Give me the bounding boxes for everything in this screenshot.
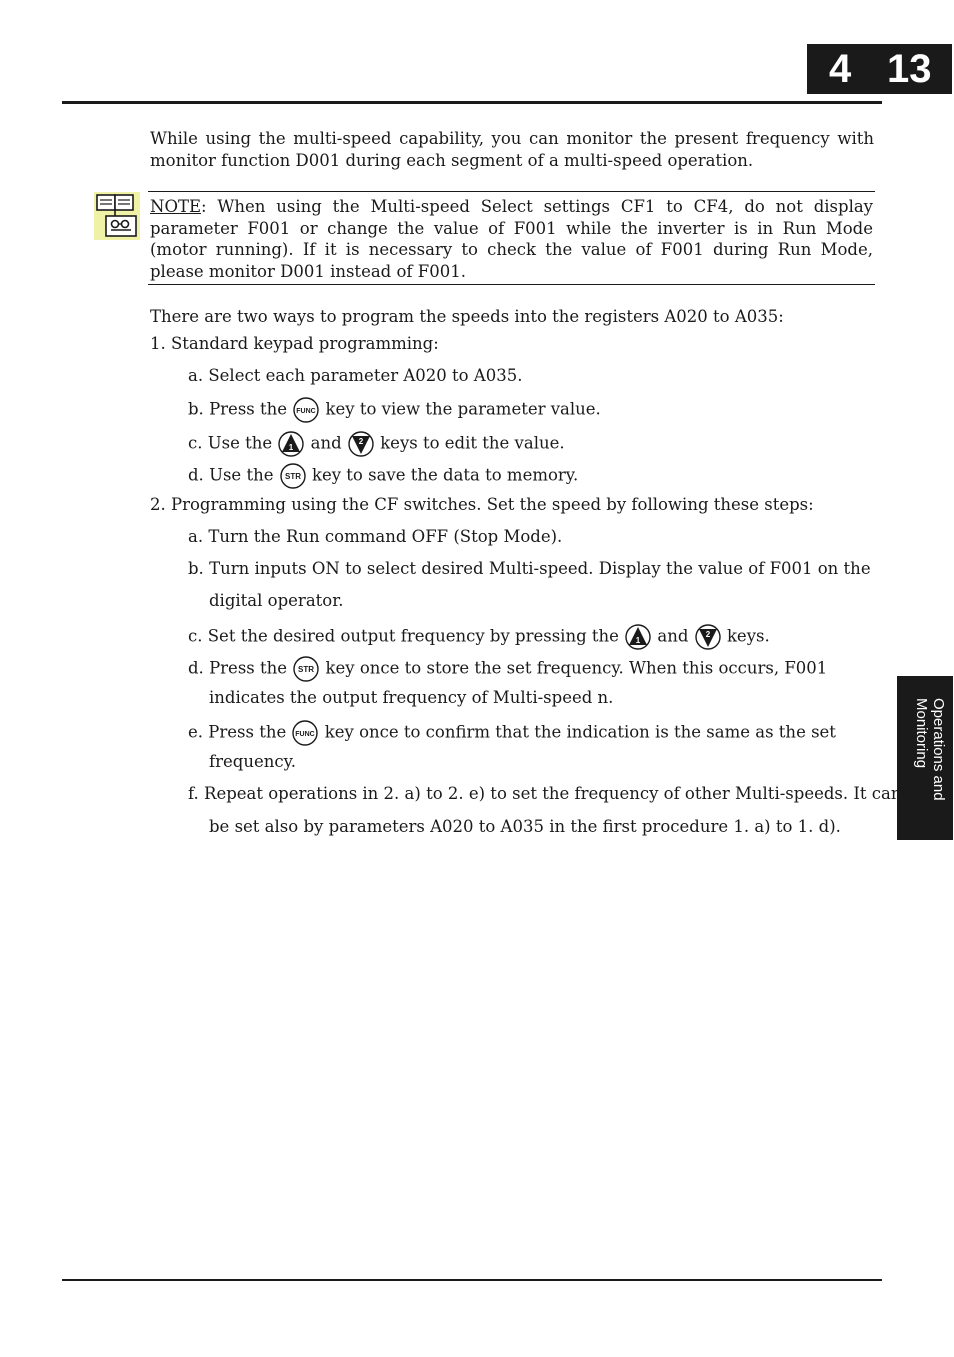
up-key-label: 1	[635, 636, 641, 645]
list-item-2f	[188, 783, 901, 805]
list-item-2	[150, 494, 814, 516]
chapter-number: 4	[829, 47, 852, 91]
list-item-2b	[188, 558, 871, 580]
str-key-label: STR	[298, 665, 315, 674]
func-key-label: FUNC	[295, 731, 316, 738]
item-text: Programming using the CF switches. Set the speed by following these steps:	[171, 495, 814, 514]
note-label: NOTE	[150, 197, 202, 216]
item-letter: d.	[188, 465, 204, 485]
list-item-2e	[188, 719, 836, 747]
item-number: 2.	[150, 495, 166, 514]
item-letter: b.	[188, 559, 204, 578]
item-text: Select each parameter A020 to A035.	[208, 366, 523, 385]
up-key-label: 1	[289, 443, 294, 452]
list-item-2d	[188, 655, 827, 683]
list-item-1c	[188, 430, 565, 458]
item-text-post: key to view the parameter value.	[325, 399, 601, 419]
item-letter: a.	[188, 366, 204, 385]
item-letter: c.	[188, 433, 203, 453]
page-number-badge	[807, 44, 952, 94]
list-item-1d	[188, 462, 578, 490]
list-item-1b	[188, 397, 601, 423]
item-text-mid: and	[310, 433, 342, 453]
item-text-mid: and	[657, 626, 689, 646]
note-body: : When using the Multi-speed Select settings CF1 to CF4, do not display parameter F001 or change the value of F001 while the inverter is in Run Mode (motor running). If it is necessary to check the value of F001 during Run Mode, please monitor D001 instead of F001.	[150, 197, 873, 281]
item-letter: e.	[188, 722, 204, 742]
item-number: 1.	[150, 334, 166, 353]
item-text-post: keys.	[726, 626, 770, 646]
item-letter: a.	[188, 527, 204, 546]
func-key-label: FUNC	[296, 408, 317, 415]
item-letter: c.	[188, 626, 203, 646]
list-item-2d-cont: indicates the output frequency of Multi-speed n.	[209, 688, 614, 707]
str-key-icon	[279, 462, 307, 490]
note-text	[150, 196, 873, 282]
note-box	[148, 191, 875, 285]
item-text-post: key once to store the set frequency. When this occurs, F001	[325, 658, 828, 678]
header-rule	[62, 101, 882, 104]
item-text: Repeat operations in 2. a) to 2. e) to set the frequency of other Multi-speeds. It can	[204, 784, 902, 803]
item-text: Turn the Run command OFF (Stop Mode).	[208, 527, 563, 546]
str-key-label: STR	[284, 472, 301, 481]
item-letter: b.	[188, 399, 204, 419]
down-key-icon	[347, 430, 375, 458]
item-text-pre: Use the	[209, 465, 274, 485]
intro-paragraph: While using the multi-speed capability, you can monitor the present frequency with monitor function D001 during each segment of a multi-speed operation.	[150, 129, 874, 170]
func-key-icon	[292, 397, 320, 423]
item-text-pre: Press the	[208, 722, 287, 742]
item-text-post: key once to confirm that the indication is the same as the set	[324, 722, 836, 742]
item-letter: f.	[188, 784, 199, 803]
up-key-icon	[277, 430, 305, 458]
item-text-post: key to save the data to memory.	[311, 465, 579, 485]
down-key-label: 2	[358, 437, 364, 446]
item-text-post: keys to edit the value.	[380, 433, 565, 453]
item-text-pre: Press the	[209, 399, 288, 419]
list-item-1a	[188, 365, 522, 387]
item-text-pre: Press the	[209, 658, 288, 678]
footer-rule	[62, 1279, 882, 1281]
lead-paragraph: There are two ways to program the speeds into the registers A020 to A035:	[150, 307, 784, 326]
item-text-pre: Set the desired output frequency by pressing the	[207, 626, 619, 646]
list-item-2e-cont: frequency.	[209, 752, 296, 771]
note-book-icon	[94, 192, 140, 240]
up-key-icon	[624, 623, 652, 651]
down-key-icon	[694, 623, 722, 651]
func-key-icon	[291, 719, 319, 747]
chapter-side-tab	[897, 676, 953, 840]
str-key-icon	[292, 655, 320, 683]
list-item-2f-cont: be set also by parameters A020 to A035 in the first procedure 1. a) to 1. d).	[209, 817, 841, 836]
item-text-pre: Use the	[207, 433, 273, 453]
list-item-2c	[188, 623, 770, 651]
item-letter: d.	[188, 658, 204, 678]
list-item-2b-cont: digital operator.	[209, 591, 344, 610]
page-number: 13	[887, 47, 932, 91]
down-key-label: 2	[705, 630, 710, 639]
item-text: Turn inputs ON to select desired Multi-speed. Display the value of F001 on the	[209, 559, 871, 578]
list-item-1	[150, 333, 439, 355]
list-item-2a	[188, 526, 562, 548]
item-text: Standard keypad programming:	[171, 334, 439, 353]
side-tab-label: Operations and Monitoring	[913, 698, 947, 801]
